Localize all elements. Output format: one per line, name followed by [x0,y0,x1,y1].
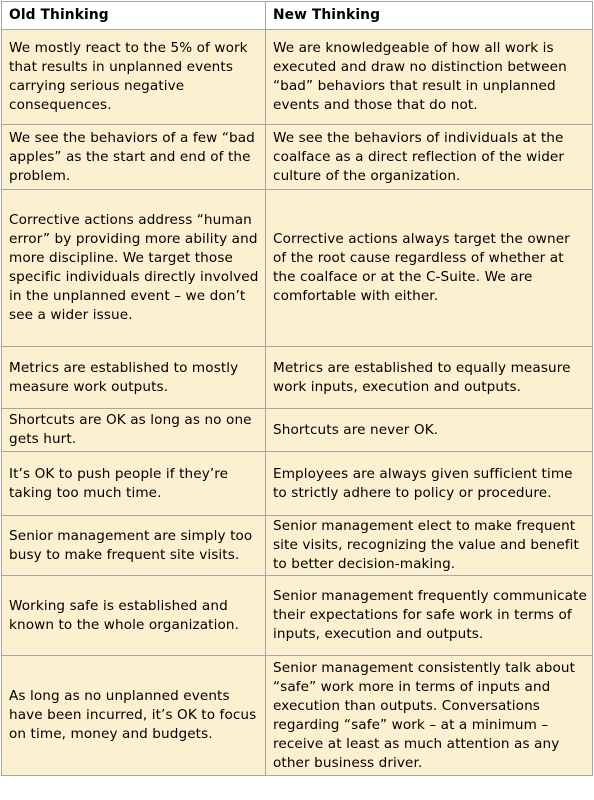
table-row [2,125,593,190]
new-thinking-cell: Corrective actions always target the owner of the root cause regardless of whether at the coalface or at the C-Suite. We are comfortable with either. [266,190,593,347]
old-thinking-cell: Metrics are established to mostly measure work outputs. [2,347,266,409]
table-row [2,347,593,409]
old-thinking-cell: Working safe is established and known to the whole organization. [2,576,266,656]
old-thinking-cell: Corrective actions address “human error” by providing more ability and more discipline. We target those specific individuals directly involved in the unplanned event – we don’t see a wider issue. [2,190,266,347]
table-row [2,576,593,656]
new-thinking-cell: Senior management consistently talk about “safe” work more in terms of inputs and execution than outputs. Conversations regarding “safe” work – at a minimum – receive at least as much attention as any other business driver. [266,656,593,776]
old-thinking-cell: As long as no unplanned events have been incurred, it’s OK to focus on time, money and budgets. [2,656,266,776]
old-thinking-cell: Shortcuts are OK as long as no one gets hurt. [2,409,266,452]
new-thinking-cell: Shortcuts are never OK. [266,409,593,452]
table-row [2,30,593,125]
table-row [2,409,593,452]
comparison-table [1,1,593,776]
new-thinking-cell: Metrics are established to equally measure work inputs, execution and outputs. [266,347,593,409]
new-thinking-cell: Senior management elect to make frequent site visits, recognizing the value and benefit to better decision-making. [266,516,593,576]
header-row [2,2,593,30]
old-thinking-cell: We see the behaviors of a few “bad apples” as the start and end of the problem. [2,125,266,190]
new-thinking-cell: We see the behaviors of individuals at the coalface as a direct reflection of the wider culture of the organization. [266,125,593,190]
table-row [2,452,593,516]
table-row [2,190,593,347]
header-new-thinking: New Thinking [266,2,593,30]
new-thinking-cell: We are knowledgeable of how all work is executed and draw no distinction between “bad” behaviors that result in unplanned events and those that do not. [266,30,593,125]
old-thinking-cell: We mostly react to the 5% of work that results in unplanned events carrying serious negative consequences. [2,30,266,125]
header-old-thinking: Old Thinking [2,2,266,30]
old-thinking-cell: It’s OK to push people if they’re taking too much time. [2,452,266,516]
new-thinking-cell: Senior management frequently communicate their expectations for safe work in terms of inputs, execution and outputs. [266,576,593,656]
new-thinking-cell: Employees are always given sufficient time to strictly adhere to policy or procedure. [266,452,593,516]
table-row [2,656,593,776]
table-row [2,516,593,576]
old-thinking-cell: Senior management are simply too busy to make frequent site visits. [2,516,266,576]
